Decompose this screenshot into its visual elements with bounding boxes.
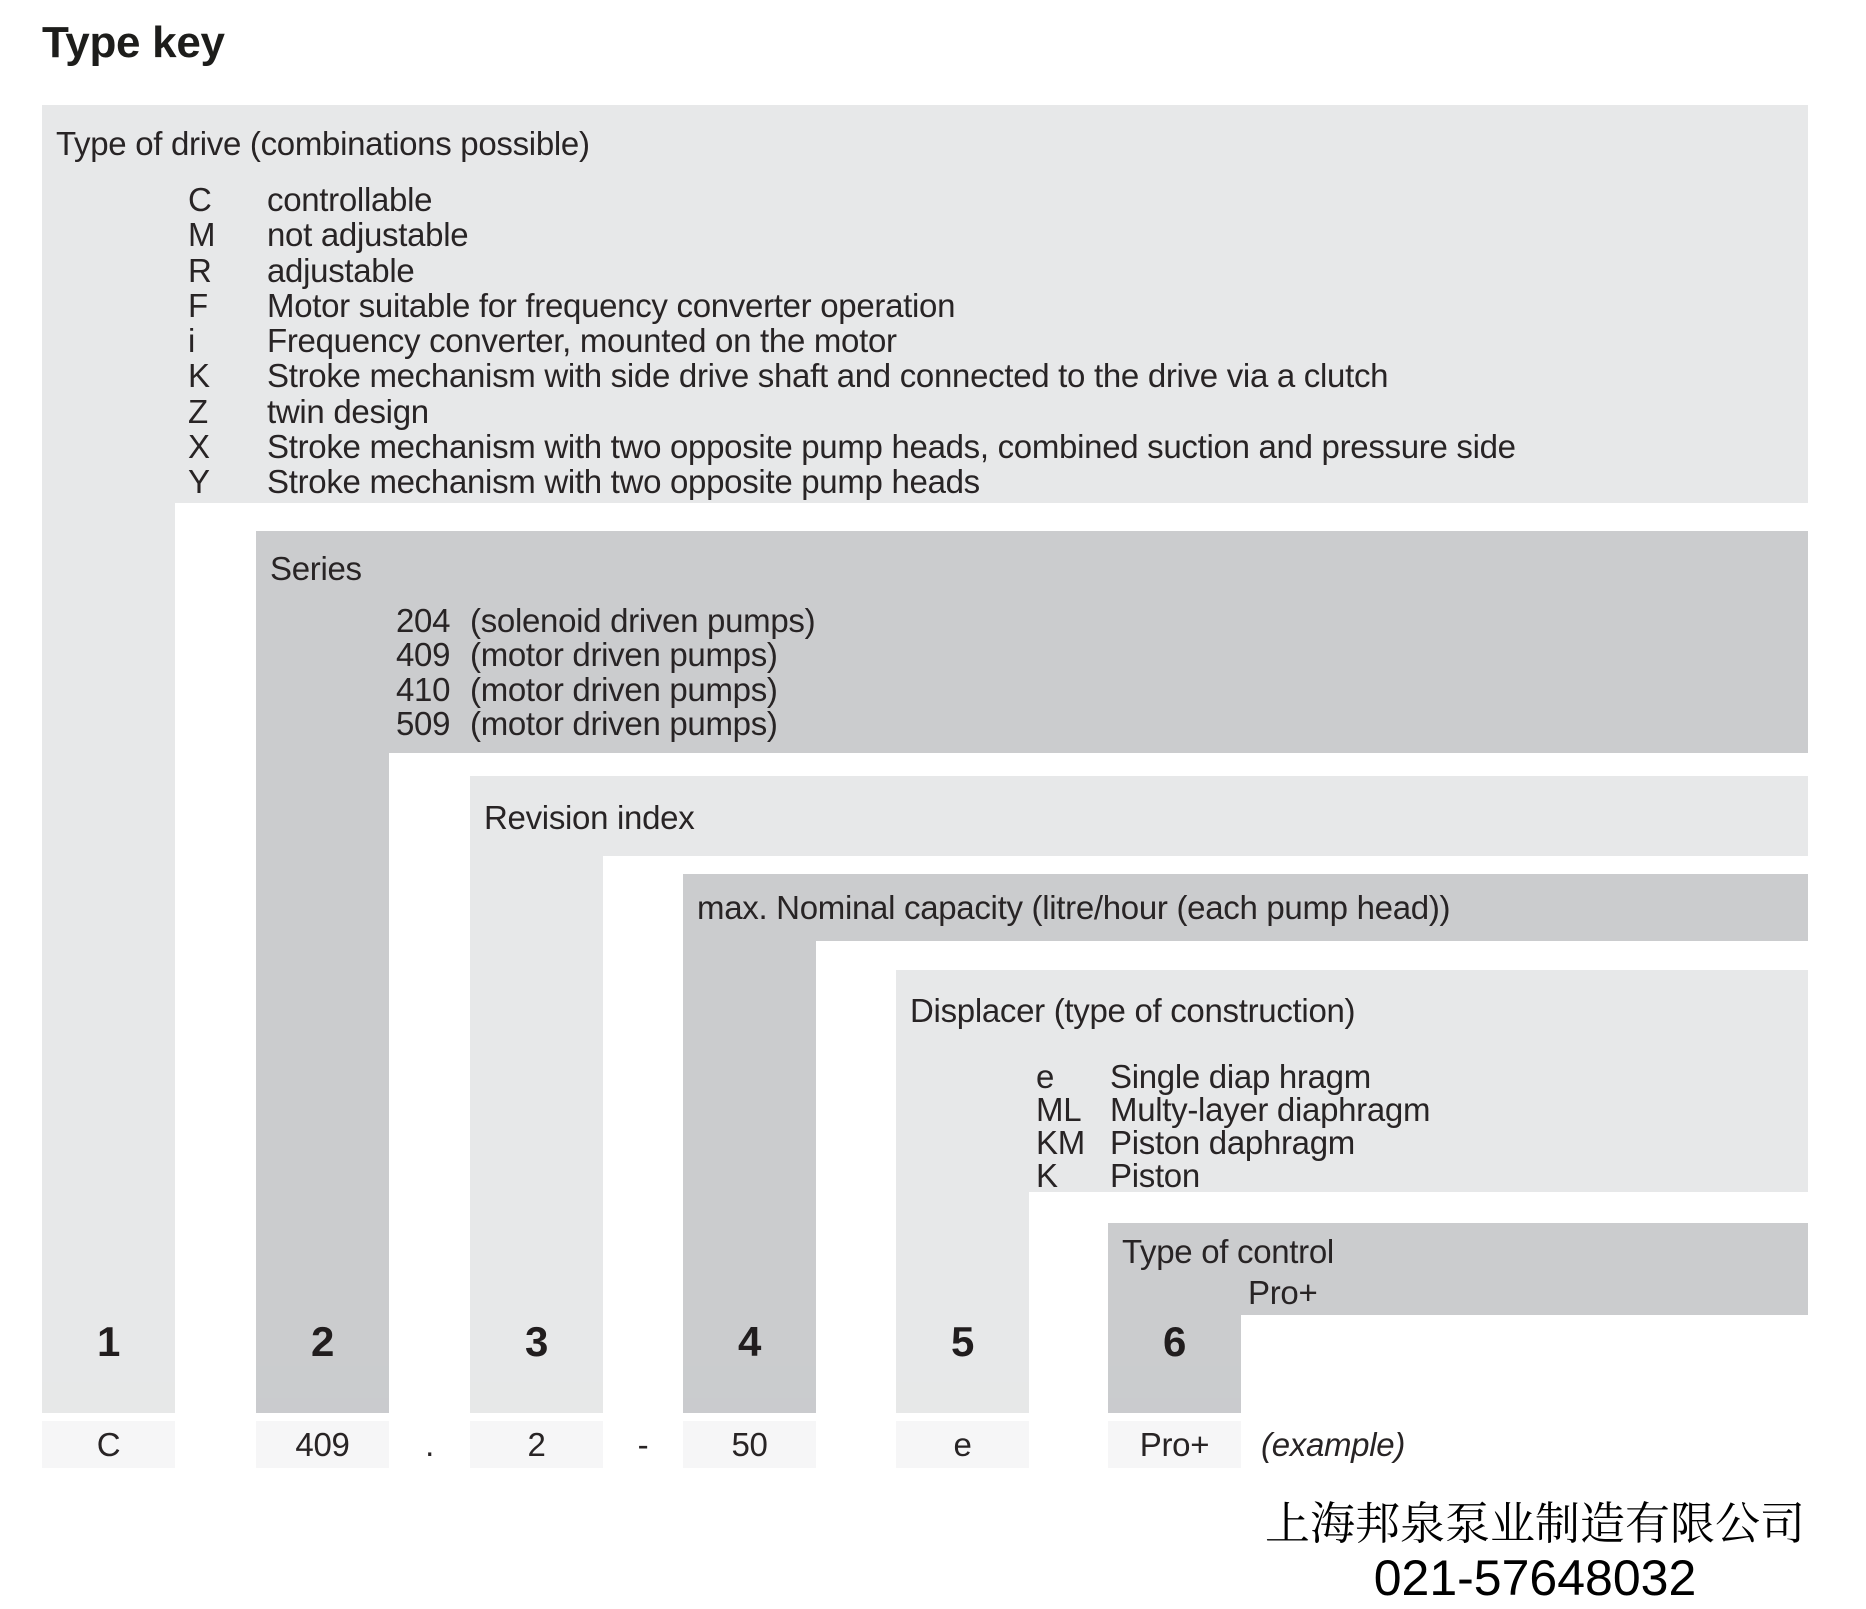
position-number-6: 6 [1162,1318,1187,1365]
position-number-5: 5 [950,1318,975,1365]
watermark-phone: 021-57648032 [1373,1550,1697,1606]
box-series-label: Series [270,550,362,587]
column-fade [896,1366,1029,1413]
example-note: (example) [1261,1426,1406,1463]
position-number-4: 4 [737,1318,762,1365]
list-item: C controllable [188,181,433,218]
list-item: 509 (motor driven pumps) [396,705,778,743]
column-fade [256,1366,389,1413]
column-fade [1108,1366,1241,1413]
position-number-2: 2 [310,1318,335,1365]
list-item: 409 (motor driven pumps) [396,636,778,674]
box-type-of-control-label: Type of control [1122,1233,1334,1270]
series-list [396,604,815,742]
column-5 [896,1192,1029,1366]
column-6 [1108,1315,1241,1366]
box-nominal-capacity [683,874,1808,941]
separator-dash: - [637,1426,649,1463]
list-item: e Single diap hragm [1036,1058,1371,1095]
example-cell-displacer: e [896,1421,1029,1468]
list-item: K Stroke mechanism with side drive shaft and connected to the drive via a clutch [188,357,1389,395]
list-item: Pro+ [1248,1274,1318,1311]
column-2 [256,753,389,1366]
list-item: ML Multy-layer diaphragm [1036,1091,1431,1128]
example-cell-revision: 2 [470,1421,603,1468]
box-displacer [896,970,1808,1192]
page-title: Type key [42,18,225,67]
column-1 [42,503,175,1366]
list-item: KM Piston daphragm [1036,1124,1355,1161]
list-item: Z twin design [188,392,429,430]
list-item: X Stroke mechanism with two opposite pump heads, combined suction and pressure side [188,428,1516,466]
list-item: Y Stroke mechanism with two opposite pump heads [188,463,980,501]
box-type-of-drive-label: Type of drive (combinations possible) [56,125,590,162]
list-item: 204 (solenoid driven pumps) [396,602,816,639]
position-number-1: 1 [96,1318,121,1365]
displacer-list [1036,1060,1430,1192]
list-item: 410 (motor driven pumps) [396,670,778,708]
list-item: i Frequency converter, mounted on the motor [188,322,897,360]
column-fade [683,1366,816,1413]
column-fade [42,1366,175,1413]
example-cell-control: Pro+ [1108,1421,1241,1468]
list-item: R adjustable [188,251,415,289]
column-3 [470,856,603,1366]
position-number-3: 3 [524,1318,549,1365]
box-type-of-control [1108,1223,1808,1315]
box-series [256,531,1808,753]
watermark [1235,1498,1835,1606]
box-revision-index [470,776,1808,856]
type-of-drive-list [188,182,1516,500]
example-cell-capacity: 50 [683,1421,816,1468]
column-fade [470,1366,603,1413]
box-revision-index-label: Revision index [484,799,695,836]
example-cell-drive: C [42,1421,175,1468]
box-nominal-capacity-label: max. Nominal capacity (litre/hour (each pump head)) [697,889,1451,926]
separator-dot: . [425,1426,434,1463]
list-item: M not adjustable [188,216,469,254]
list-item: K Piston [1036,1157,1200,1194]
list-item: F Motor suitable for frequency converter operation [188,286,956,324]
example-cell-series: 409 [256,1421,389,1468]
box-type-of-drive [42,105,1808,503]
watermark-company: 上海邦泉泵业制造有限公司 [1264,1498,1805,1549]
box-displacer-label: Displacer (type of construction) [910,992,1356,1029]
type-of-control-list [1248,1276,1317,1309]
column-4 [683,941,816,1366]
